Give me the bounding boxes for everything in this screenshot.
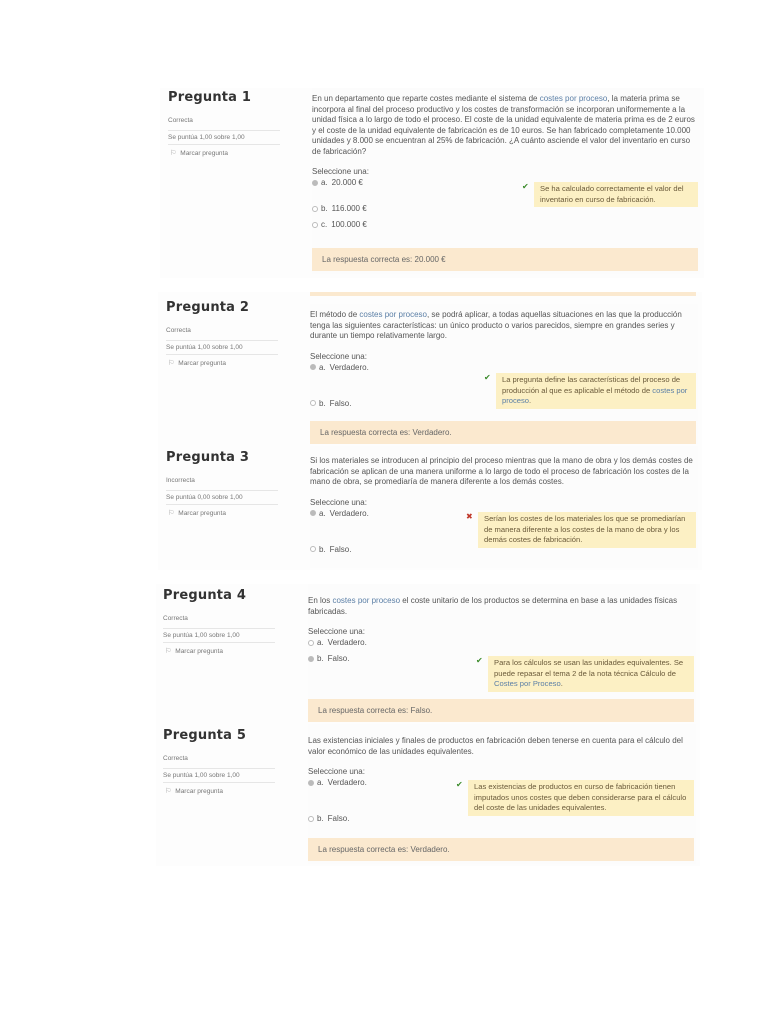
question-4-content bbox=[308, 584, 696, 722]
question-grade: Se puntúa 1,00 sobre 1,00 bbox=[166, 340, 278, 355]
feedback-box: Para los cálculos se usan las unidades equivalentes. Se puede repasar el tema 2 de la nota técnica Cálculo de Costes por Proceso. bbox=[488, 656, 694, 692]
question-1-info bbox=[168, 90, 280, 157]
question-4 bbox=[156, 584, 700, 724]
answer-option-c[interactable]: c. 100.000 € bbox=[312, 220, 700, 236]
feedback-box: La pregunta define las características del proceso de producción al que es aplicable el método de costes por proceso. bbox=[496, 373, 696, 409]
question-1-content bbox=[312, 88, 700, 274]
answer-option-a[interactable]: a. 20.000 € bbox=[312, 178, 700, 194]
right-answer: La respuesta correcta es: Falso. bbox=[308, 699, 694, 722]
correct-check-icon: ✔ bbox=[456, 780, 463, 789]
radio-selected[interactable] bbox=[308, 656, 314, 662]
select-prompt: Seleccione una: bbox=[312, 167, 369, 176]
radio[interactable] bbox=[310, 400, 316, 406]
select-prompt: Seleccione una: bbox=[310, 351, 367, 361]
flag-question-button[interactable] bbox=[166, 359, 278, 367]
question-5-info bbox=[163, 728, 275, 795]
question-state: Correcta bbox=[166, 327, 191, 334]
answer-option-a[interactable]: a. Verdadero. bbox=[308, 638, 696, 654]
answer-option-b[interactable]: b. Falso. bbox=[310, 545, 698, 561]
flag-question-button[interactable] bbox=[163, 787, 275, 795]
radio[interactable] bbox=[308, 816, 314, 822]
flag-question-button[interactable] bbox=[166, 509, 278, 517]
select-prompt: Seleccione una: bbox=[308, 767, 365, 776]
question-5 bbox=[156, 724, 700, 866]
question-state: Incorrecta bbox=[166, 477, 195, 484]
radio[interactable] bbox=[310, 546, 316, 552]
costes-link[interactable]: costes por proceso bbox=[332, 596, 401, 605]
question-grade: Se puntúa 0,00 sobre 1,00 bbox=[166, 490, 278, 505]
feedback-box: Se ha calculado correctamente el valor del inventario en curso de fabricación. bbox=[534, 182, 698, 207]
flag-label: Marcar pregunta bbox=[175, 647, 223, 655]
answer-option-a[interactable]: a. Verdadero. bbox=[308, 778, 696, 794]
question-5-content bbox=[308, 724, 696, 864]
question-state: Correcta bbox=[163, 755, 188, 762]
question-title: Pregunta 3 bbox=[166, 450, 250, 465]
flag-icon: ⚐ bbox=[170, 150, 177, 157]
radio-selected[interactable] bbox=[310, 510, 316, 516]
question-1 bbox=[160, 88, 704, 278]
answer-option-b[interactable]: b. Falso. bbox=[308, 654, 696, 670]
feedback-box: Serían los costes de los materiales los que se promediarían de manera diferente a los costes de la mano de obra y los demás costes de fabricación. bbox=[478, 512, 696, 548]
question-grade: Se puntúa 1,00 sobre 1,00 bbox=[163, 628, 275, 643]
question-4-info bbox=[163, 588, 275, 655]
answer-option-a[interactable]: a. Verdadero. bbox=[310, 363, 698, 379]
flag-icon: ⚐ bbox=[165, 648, 172, 655]
answer-option-b[interactable]: b. 116.000 € bbox=[312, 204, 700, 220]
question-title: Pregunta 5 bbox=[163, 728, 247, 743]
question-2-content bbox=[310, 304, 698, 444]
radio-selected[interactable] bbox=[310, 364, 316, 370]
correct-check-icon: ✔ bbox=[484, 373, 491, 382]
select-prompt: Seleccione una: bbox=[310, 497, 367, 507]
radio[interactable] bbox=[312, 222, 318, 228]
select-prompt: Seleccione una: bbox=[308, 627, 365, 636]
question-2-info bbox=[166, 300, 278, 367]
question-state: Correcta bbox=[163, 615, 188, 622]
top-band bbox=[310, 292, 696, 296]
flag-label: Marcar pregunta bbox=[175, 787, 223, 795]
question-text: En los costes por proceso el coste unitario de los productos se determina en base a las unidades físicas fabricadas. bbox=[308, 596, 678, 616]
answer-option-b[interactable]: b. Falso. bbox=[310, 399, 698, 415]
question-title: Pregunta 2 bbox=[166, 300, 250, 315]
costes-link[interactable]: costes por proceso bbox=[359, 310, 427, 319]
question-text: Las existencias iniciales y finales de productos en fabricación deben tenerse en cuenta para el cálculo del valor económico de las unidades equivalentes. bbox=[308, 736, 683, 756]
feedback-box: Las existencias de productos en curso de fabricación tienen imputados unos costes que deben considerarse para el cálculo del coste de las unidades equivalentes. bbox=[468, 780, 694, 816]
question-3 bbox=[158, 446, 702, 570]
question-text: En un departamento que reparte costes mediante el sistema de costes por proceso, la materia prima se incorpora al final del proceso productivo y los costes de transformación se incorporan uniformemente a la unidad física a lo largo de todo el proceso. El coste de la unidad equivalente de materia prima es de 2 euros y el coste de la unidad equivalente de fabricación es de 10 euros. Se han fabricado completamente 10.000 unidades y 8.000 se encuentran al 25% de fabricación. ¿A cuánto asciende el valor del inventario en curso de fabricación? bbox=[312, 94, 695, 156]
flag-icon: ⚐ bbox=[165, 788, 172, 795]
question-grade: Se puntúa 1,00 sobre 1,00 bbox=[163, 768, 275, 783]
question-3-content bbox=[310, 446, 698, 568]
flag-question-button[interactable] bbox=[168, 149, 280, 157]
question-text: El método de costes por proceso, se podrá aplicar, a todas aquellas situaciones en las que la producción tenga las siguientes características: un único producto o varios parecidos, siempre en grandes series y durante un tiempo relativamente largo. bbox=[310, 310, 682, 340]
question-state: Correcta bbox=[168, 117, 193, 124]
radio-selected[interactable] bbox=[308, 780, 314, 786]
question-title: Pregunta 4 bbox=[163, 588, 247, 603]
right-answer: La respuesta correcta es: Verdadero. bbox=[308, 838, 694, 861]
question-2 bbox=[158, 292, 702, 446]
correct-check-icon: ✔ bbox=[522, 182, 529, 191]
right-answer: La respuesta correcta es: Verdadero. bbox=[310, 421, 696, 444]
incorrect-cross-icon: ✖ bbox=[466, 512, 473, 521]
flag-icon: ⚐ bbox=[168, 360, 175, 367]
costes-link[interactable]: costes por proceso bbox=[539, 94, 608, 103]
question-3-info bbox=[166, 450, 278, 517]
correct-check-icon: ✔ bbox=[476, 656, 483, 665]
flag-icon: ⚐ bbox=[168, 510, 175, 517]
flag-question-button[interactable] bbox=[163, 647, 275, 655]
flag-label: Marcar pregunta bbox=[178, 359, 226, 367]
radio[interactable] bbox=[308, 640, 314, 646]
flag-label: Marcar pregunta bbox=[180, 149, 228, 157]
flag-label: Marcar pregunta bbox=[178, 509, 226, 517]
radio-selected[interactable] bbox=[312, 180, 318, 186]
answer-option-a[interactable]: a. Verdadero. bbox=[310, 509, 698, 525]
question-text: Si los materiales se introducen al principio del proceso mientras que la mano de obra y los demás costes de fabricación se aplican de una manera uniforme a lo largo de todo el proceso de fabricación los costes de la mano de obra, se promediaría de manera diferente a los demás costes. bbox=[310, 456, 693, 486]
question-grade: Se puntúa 1,00 sobre 1,00 bbox=[168, 130, 280, 145]
radio[interactable] bbox=[312, 206, 318, 212]
answer-option-b[interactable]: b. Falso. bbox=[308, 814, 696, 830]
question-title: Pregunta 1 bbox=[168, 90, 252, 105]
right-answer: La respuesta correcta es: 20.000 € bbox=[312, 248, 698, 271]
